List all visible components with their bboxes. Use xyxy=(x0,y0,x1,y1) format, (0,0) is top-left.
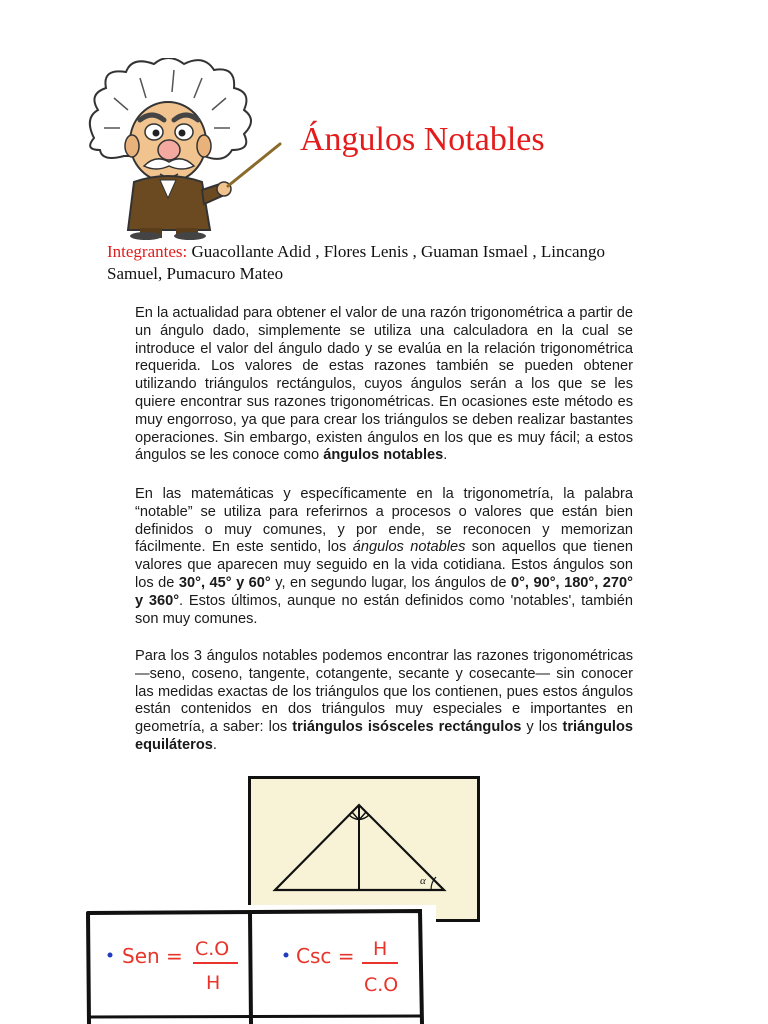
sen-numerator: C.O xyxy=(195,938,230,960)
paragraph-text: En las matemáticas y específicamente en la trigonometría, la palabra “notable” se utiliza para referirnos a procesos o valores que están bien definidos o muy comunes, y por ende, se reconocen y memorizan fácilmente. En este sentido, los xyxy=(135,486,633,556)
paragraph-text: . Estos últimos, aunque no están definidos como 'notables', también son muy comunes. xyxy=(135,592,633,627)
page-title: Ángulos Notables xyxy=(300,121,545,158)
paragraph-text: En la actualidad para obtener el valor de una razón trigonométrica a partir de un ángulo dado, simplemente se utiliza una calculadora en la cual se introduce el valor del ángulo dado y se evalúa en la relación trigonométrica requerida. Los valores de estas razones también se pueden obtener utilizando triángulos rectángulos, cuyos ángulos serán a los que se les quiere encontrar sus razones trigonométricas. En ocasiones este método es muy engorroso, ya que para crear los triángulos se deben realizar bastantes operaciones. Sin embargo, existen ángulos en los que es muy fácil; a estos ángulos se les conoce como xyxy=(135,305,633,464)
formula-table-image xyxy=(80,905,436,1024)
bold-term: ángulos notables xyxy=(323,447,444,464)
paragraph-text: . xyxy=(443,447,448,464)
sen-label: Sen = xyxy=(122,944,183,968)
csc-denominator: C.O xyxy=(364,974,399,996)
bold-term: triángulos isósceles rectángulos xyxy=(292,719,522,736)
csc-numerator: H xyxy=(373,938,388,960)
isosceles-triangle-figure xyxy=(248,776,480,922)
members-names: Guacollante Adid , Flores Lenis , Guaman Ismael , Lincango Samuel, Pumacuro Mateo xyxy=(107,242,606,283)
bold-angles: 0°, 90°, 180°, 270° y 360° xyxy=(135,574,633,609)
bold-angles: 30°, 45° y 60° xyxy=(178,574,271,591)
paragraph-intro xyxy=(135,305,633,465)
paragraph-text: y, en segundo lugar, los ángulos de xyxy=(270,574,511,591)
professor-illustration xyxy=(84,58,284,240)
paragraph-text: y los xyxy=(521,719,563,736)
angle-alpha-label: α xyxy=(420,875,426,887)
members-label: Integrantes: xyxy=(107,242,188,261)
bold-term: triángulos equiláteros xyxy=(135,719,633,753)
paragraph-text: Para los 3 ángulos notables podemos encontrar las razones trigonométricas —seno, coseno, tangente, cotangente, secante y cosecante— sin conocer las medidas exactas de los triángulos que los contienen, pues estos ángulos están contenidos en dos triángulos muy especiales e importantes en geometría, a saber: los xyxy=(135,648,633,736)
csc-label: Csc = xyxy=(296,944,355,968)
members-line xyxy=(107,241,637,285)
italic-term: ángulos notables xyxy=(352,539,466,556)
paragraph-text: son aquellos que tienen valores que aparecen muy seguido en la vida cotidiana. Estos ángulos son los de xyxy=(135,539,633,591)
paragraph-definition xyxy=(135,486,633,628)
paragraph-triangles xyxy=(135,648,633,755)
sen-denominator: H xyxy=(206,972,221,994)
paragraph-text: . xyxy=(212,736,217,753)
